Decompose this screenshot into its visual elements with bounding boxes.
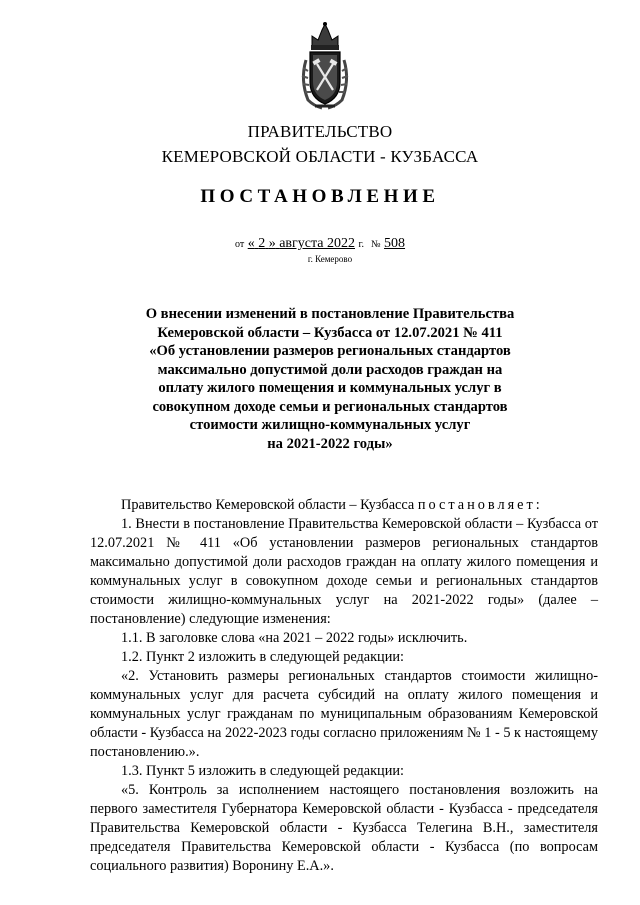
paragraph-1-1: 1.1. В заголовке слова «на 2021 – 2022 годы» исключить.	[121, 630, 468, 646]
document-type-title: ПОСТАНОВЛЕНИЕ	[200, 186, 440, 207]
subject-line: совокупном доходе семьи и региональных стандартов	[152, 398, 508, 415]
intro-paragraph: Правительство Кемеровской области – Кузбасса постановляет:	[121, 497, 543, 513]
paragraph-1: 1. Внести в постановление Правительства Кемеровской области – Кузбасса от 12.07.2021 № 411 «Об установлении размеров региональных стандартов максимально допустимой доли расходов граждан на оплату жилого помещения и коммунальных услуг в совокупном доходе семьи и региональных стандартов стоимости жилищно-коммунальных услуг на 2021-2022 годы» (далее – постановление) следующие изменения:	[90, 516, 598, 627]
number-sign: №	[370, 239, 381, 250]
paragraph-1-2: 1.2. Пункт 2 изложить в следующей редакции:	[121, 649, 404, 665]
document-subject	[120, 305, 540, 453]
subject-line: «Об установлении размеров региональных стандартов	[149, 343, 511, 359]
subject-line: Кемеровской области – Кузбасса от 12.07.2021 № 411	[157, 324, 503, 341]
quoted-paragraph-2: «2. Установить размеры региональных стандартов стоимости жилищно-коммунальных услуг для расчета субсидий на оплату жилого помещения и коммунальных услуг гражданам по муниципальным образованиям Кемеровской области - Кузбасса на 2022-2023 годы согласно приложениям № 1 - 5 к настоящему постановлению.».	[90, 668, 598, 760]
subject-line: максимально допустимой доли расходов граждан на	[157, 361, 503, 378]
quoted-paragraph-5: «5. Контроль за исполнением настоящего постановления возложить на первого заместителя Губернатора Кемеровской области - Кузбасса - председателя Правительства Кемеровской области - Кузбасса Телегина В.Н., заместителя председателя Правительства Кемеровской области - Кузбасса (по вопросам социального развития) Воронину Е.А.».	[90, 782, 598, 874]
from-prefix: от	[234, 239, 245, 250]
resolves-word: постановляет:	[417, 497, 543, 513]
government-name-line-2: КЕМЕРОВСКОЙ ОБЛАСТИ - КУЗБАССА	[161, 147, 479, 166]
kuzbass-coat-of-arms-icon	[298, 20, 352, 112]
date-and-number-line	[0, 236, 640, 252]
government-name-line-1: ПРАВИТЕЛЬСТВО	[247, 122, 393, 141]
subject-line: оплату жилого помещения и коммунальных услуг в	[158, 380, 502, 396]
date-field: « 2 » августа 2022	[247, 236, 355, 251]
city-name: г. Кемерово	[307, 254, 353, 264]
subject-line: стоимости жилищно-коммунальных услуг	[189, 417, 471, 433]
subject-line: на 2021-2022 годы»	[267, 435, 393, 452]
date-day: 2	[258, 236, 266, 251]
date-month-year: августа 2022	[279, 236, 355, 251]
subject-line: О внесении изменений в постановление Правительства	[145, 306, 515, 322]
document-body	[90, 496, 598, 876]
paragraph-1-3: 1.3. Пункт 5 изложить в следующей редакции:	[121, 763, 404, 779]
document-number: 508	[384, 236, 406, 251]
year-suffix: г.	[358, 239, 364, 250]
